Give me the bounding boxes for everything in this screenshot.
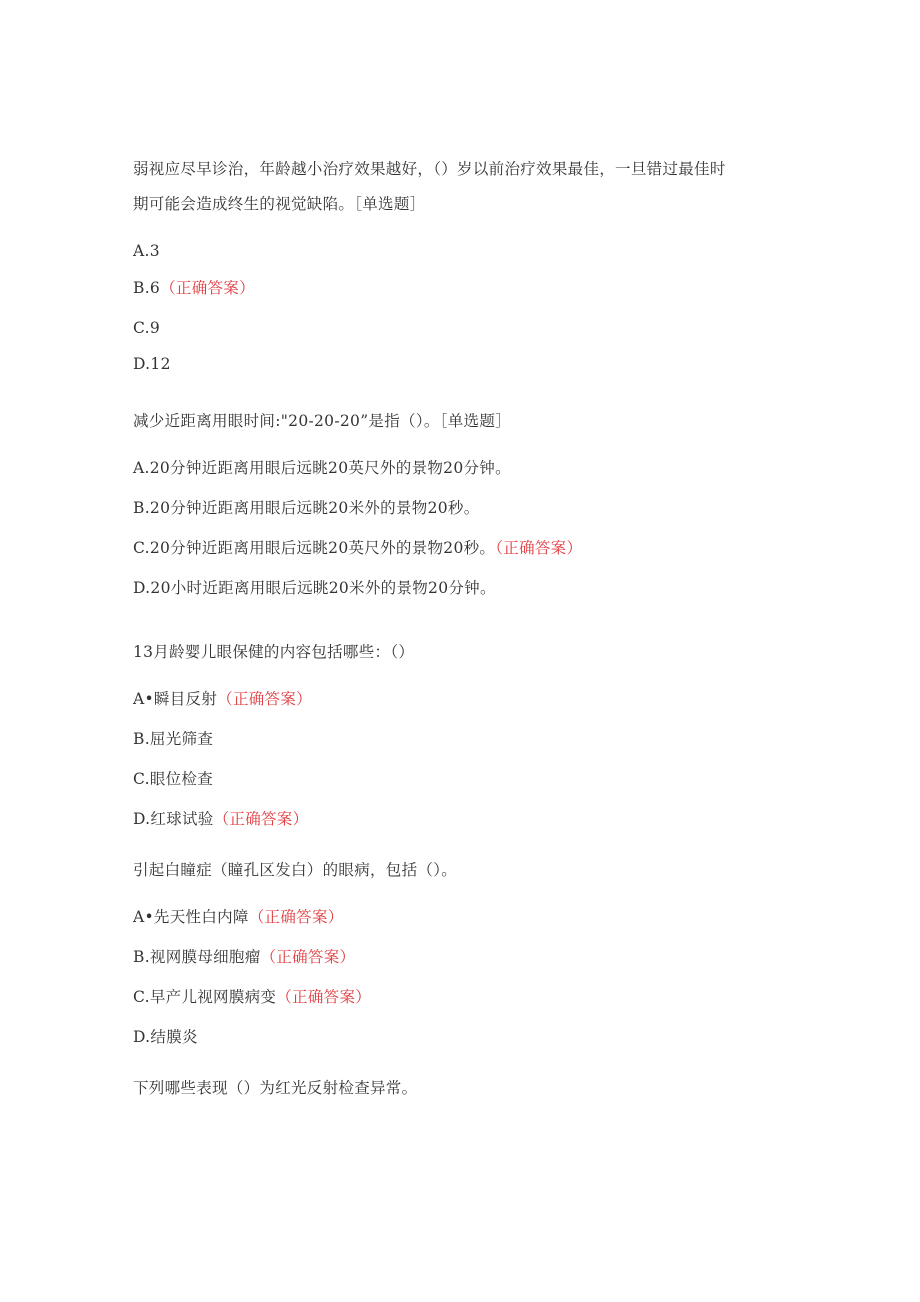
option-text: D.20小时近距离用眼后远眺20米外的景物20分钟。 <box>133 579 496 597</box>
option-text: D.红球试验 <box>133 810 214 828</box>
option-text: A•瞬目反射 <box>133 690 218 708</box>
question-1-option-d <box>133 353 171 375</box>
option-text: A.20分钟近距离用眼后远眺20英尺外的景物20分钟。 <box>133 459 511 477</box>
question-2-option-c <box>133 537 582 559</box>
correct-answer-tag: （正确答案） <box>217 690 312 708</box>
question-2-stem: 减少近距离用眼时间:"20-20-20”是指（）。［单选题］ <box>133 412 511 430</box>
question-5-stem: 下列哪些表现（）为红光反射检查异常。 <box>133 1079 418 1097</box>
question-3-stem: 13月龄婴儿眼保健的内容包括哪些：（） <box>133 643 415 661</box>
option-text: C.眼位检查 <box>133 770 214 788</box>
option-text: C.20分钟近距离用眼后远眺20英尺外的景物20秒。 <box>133 539 496 557</box>
question-3-option-d <box>133 808 308 830</box>
question-3-option-a <box>133 688 312 710</box>
option-text: B.屈光筛查 <box>133 730 214 748</box>
question-3-option-c <box>133 768 213 790</box>
question-3-option-b <box>133 728 213 750</box>
question-1-option-b <box>133 277 255 299</box>
question-1-stem-line-2: 期可能会造成终生的视觉缺陷。［单选题］ <box>133 195 426 213</box>
correct-answer-tag: （正确答案） <box>495 539 583 557</box>
option-text: C.9 <box>133 319 160 337</box>
question-4-option-b <box>133 946 355 968</box>
correct-answer-tag: （正确答案） <box>160 279 255 297</box>
question-4-option-a <box>133 906 344 928</box>
question-1-stem-line-1: 弱视应尽早诊治，年龄越小治疗效果越好，（）岁以前治疗效果最佳，一旦错过最佳时 <box>133 160 726 178</box>
option-text: C.早产儿视网膜病变 <box>133 988 277 1006</box>
question-1-option-c <box>133 317 160 339</box>
option-text: A•先天性白内障 <box>133 908 249 926</box>
correct-answer-tag: （正确答案） <box>248 908 344 926</box>
correct-answer-tag: （正确答案） <box>260 948 356 966</box>
option-text: D.12 <box>133 355 171 373</box>
option-text: B.20分钟近距离用眼后远眺20米外的景物20秒。 <box>133 499 480 517</box>
option-text: D.结膜炎 <box>133 1028 198 1046</box>
question-2-option-d <box>133 577 496 599</box>
option-text: B.视网膜母细胞瘤 <box>133 948 261 966</box>
question-4-option-d <box>133 1026 198 1048</box>
question-2-option-b <box>133 497 480 519</box>
question-2-option-a <box>133 457 511 479</box>
question-4-stem: 引起白瞳症（瞳孔区发白）的眼病，包括（）。 <box>133 861 458 879</box>
question-4-option-c <box>133 986 371 1008</box>
option-text: A.3 <box>133 242 160 260</box>
option-text: B.6 <box>133 279 161 297</box>
question-1-option-a <box>133 240 160 262</box>
correct-answer-tag: （正确答案） <box>213 810 309 828</box>
correct-answer-tag: （正确答案） <box>276 988 372 1006</box>
